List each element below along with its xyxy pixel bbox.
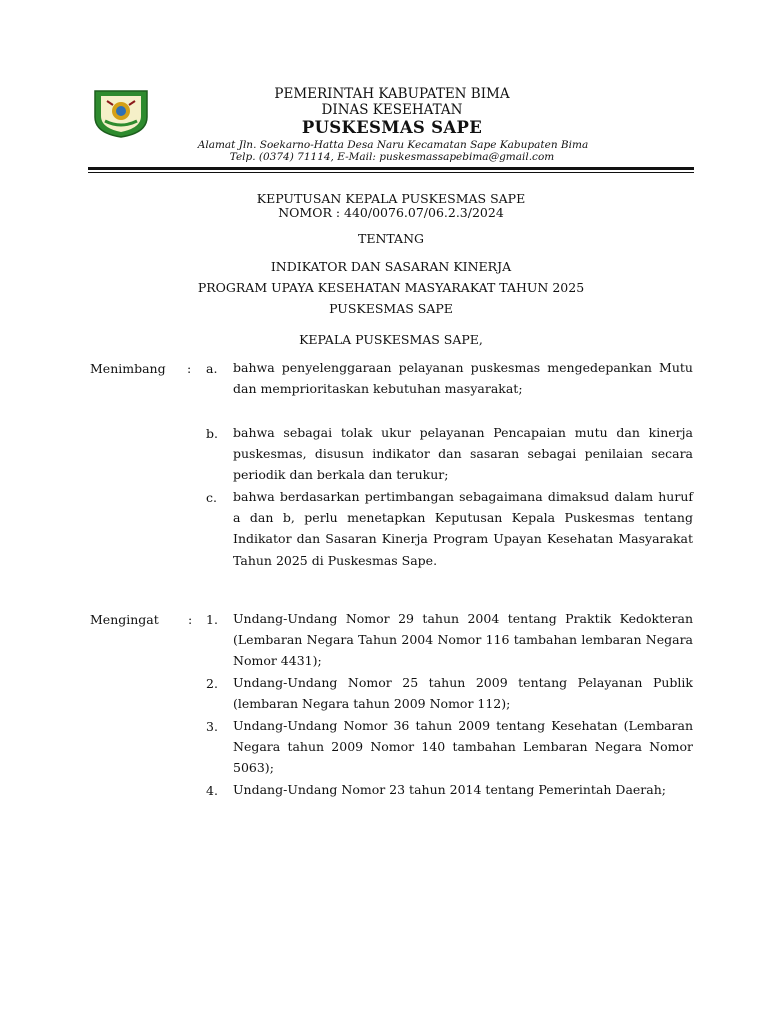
contact-line: Telp. (0374) 71114, E-Mail: puskesmassapebima@gmail.com bbox=[229, 151, 555, 163]
decree-subject-line-3: PUSKESMAS SAPE bbox=[329, 301, 453, 316]
decree-number: NOMOR : 440/0076.07/06.2.3/2024 bbox=[278, 205, 504, 220]
mengingat-clause-4: Undang-Undang Nomor 23 tahun 2014 tentang Pemerintah Daerah; bbox=[233, 782, 666, 797]
mengingat-label: Mengingat bbox=[90, 612, 159, 627]
decree-issuer: KEPALA PUSKESMAS SAPE, bbox=[299, 332, 483, 347]
mengingat-marker-3: 3. bbox=[206, 719, 218, 734]
mengingat-marker-4: 4. bbox=[206, 783, 218, 798]
decree-heading: KEPUTUSAN KEPALA PUSKESMAS SAPE bbox=[256, 191, 526, 206]
letterhead-divider-thin bbox=[88, 172, 694, 173]
letterhead-divider-thick bbox=[88, 167, 694, 170]
menimbang-clause-c: bahwa berdasarkan pertimbangan sebagaimana dimaksud dalam huruf a dan b, perlu menetapkan Keputusan Kepala Puskesmas tentang Indikator dan Sasaran Kinerja Program Upayan Kesehatan Masyarakat Tahun 2025 di Puskesmas Sape. bbox=[233, 489, 693, 568]
mengingat-colon: : bbox=[188, 612, 193, 627]
menimbang-label: Menimbang bbox=[90, 361, 166, 376]
menimbang-marker-c: c. bbox=[206, 490, 217, 505]
department-name: DINAS KESEHATAN bbox=[321, 102, 463, 118]
mengingat-clause-3: Undang-Undang Nomor 36 tahun 2009 tentang Kesehatan (Lembaran Negara tahun 2009 Nomor 140 tambahan Lembaran Negara Nomor 5063); bbox=[233, 718, 693, 776]
menimbang-colon: : bbox=[187, 361, 192, 376]
menimbang-marker-b: b. bbox=[206, 426, 218, 441]
mengingat-marker-1: 1. bbox=[206, 612, 218, 627]
government-name: PEMERINTAH KABUPATEN BIMA bbox=[274, 86, 510, 102]
mengingat-clause-1: Undang-Undang Nomor 29 tahun 2004 tentang Praktik Kedokteran (Lembaran Negara Tahun 2004 Nomor 116 tambahan lembaran Negara Nomor 4431); bbox=[233, 611, 693, 669]
mengingat-clause-2: Undang-Undang Nomor 25 tahun 2009 tentang Pelayanan Publik (lembaran Negara tahun 2009 Nomor 112); bbox=[233, 675, 693, 712]
menimbang-clause-a: bahwa penyelenggaraan pelayanan puskesmas mengedepankan Mutu dan memprioritaskan kebutuhan masyarakat; bbox=[233, 360, 693, 397]
decree-subject-line-2: PROGRAM UPAYA KESEHATAN MASYARAKAT TAHUN 2025 bbox=[197, 280, 585, 295]
address-line: Alamat Jln. Soekarno-Hatta Desa Naru Kecamatan Sape Kabupaten Bima bbox=[197, 139, 589, 151]
menimbang-marker-a: a. bbox=[206, 361, 218, 376]
menimbang-clause-b: bahwa sebagai tolak ukur pelayanan Pencapaian mutu dan kinerja puskesmas, disusun indikator dan sasaran sebagai penilaian secara periodik dan berkala dan terukur; bbox=[233, 425, 693, 483]
institution-name: PUSKESMAS SAPE bbox=[301, 118, 483, 137]
bima-regency-emblem-icon bbox=[91, 87, 151, 139]
decree-subject-line-1: INDIKATOR DAN SASARAN KINERJA bbox=[270, 259, 512, 274]
mengingat-marker-2: 2. bbox=[206, 676, 218, 691]
decree-about: TENTANG bbox=[357, 231, 424, 246]
